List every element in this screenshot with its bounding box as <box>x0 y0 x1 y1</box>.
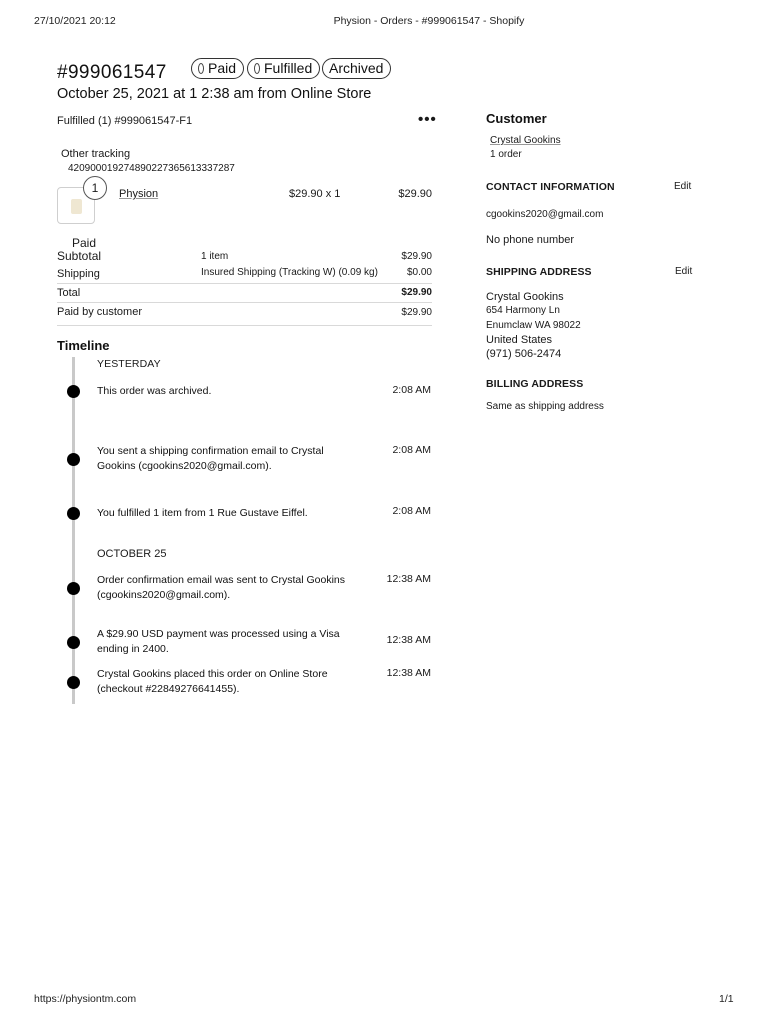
paid-by-customer-amount: $29.90 <box>401 307 432 318</box>
timeline-dot-icon <box>67 636 80 649</box>
order-subtitle: October 25, 2021 at 1 2:38 am from Online Store <box>57 86 372 102</box>
subtotal-amount: $29.90 <box>401 251 432 262</box>
total-label: Total <box>57 287 81 299</box>
print-doc-title: Physion - Orders - #999061547 - Shopify <box>333 15 525 27</box>
shipping-address-line: Enumclaw WA 98022 <box>486 320 581 331</box>
print-page-number: 1/1 <box>719 993 734 1005</box>
timeline-event: A $29.90 USD payment was processed using a Visa ending in 2400. <box>97 628 340 655</box>
timeline-event-time: 2:08 AM <box>392 505 431 517</box>
shipping-address-line: 654 Harmony Ln <box>486 305 560 316</box>
subtotal-label: Subtotal <box>57 249 102 263</box>
timeline-event: Crystal Gookins placed this order on Online Store (checkout #22849276641455). <box>97 668 328 695</box>
shipping-address-line: United States <box>486 334 553 346</box>
customer-phone: No phone number <box>486 234 575 246</box>
contact-information-heading: CONTACT INFORMATION <box>486 181 615 193</box>
timeline-event: You fulfilled 1 item from 1 Rue Gustave Eiffel. <box>97 507 308 519</box>
timeline-rail <box>72 357 75 704</box>
shipping-edit-button[interactable]: Edit <box>675 266 693 277</box>
archived-badge: Archived <box>322 58 391 79</box>
shipping-address-line: (971) 506-2474 <box>486 348 562 360</box>
timeline-dot-icon <box>67 582 80 595</box>
product-name-link[interactable]: Physion <box>119 188 159 200</box>
divider <box>57 325 432 326</box>
timeline-title: Timeline <box>57 338 110 353</box>
status-dot-icon <box>254 63 260 74</box>
timeline-event: This order was archived. <box>97 385 212 397</box>
timeline-event: Order confirmation email was sent to Crystal Gookins (cgookins2020@gmail.com). <box>97 574 346 601</box>
shipping-detail: Insured Shipping (Tracking W) (0.09 kg) <box>201 267 378 278</box>
fulfillment-title: Fulfilled (1) #999061547-F1 <box>57 115 193 127</box>
payment-status: Paid <box>72 236 97 250</box>
timeline-dot-icon <box>67 507 80 520</box>
timeline-dot-icon <box>67 676 80 689</box>
divider <box>57 302 432 303</box>
billing-address-text: Same as shipping address <box>486 401 604 412</box>
total-amount: $29.90 <box>401 287 432 298</box>
shipping-amount: $0.00 <box>406 267 432 278</box>
subtotal-detail: 1 item <box>201 251 229 262</box>
timeline-event-time: 12:38 AM <box>386 573 431 585</box>
fulfilled-badge: Fulfilled <box>247 58 320 79</box>
timeline-dot-icon <box>67 385 80 398</box>
divider <box>57 283 432 284</box>
timeline-event-time: 2:08 AM <box>392 444 431 456</box>
paid-by-customer-label: Paid by customer <box>57 306 142 318</box>
billing-address-heading: BILLING ADDRESS <box>486 378 584 390</box>
timeline-event-time: 12:38 AM <box>386 634 431 646</box>
print-footer-url: https://physiontm.com <box>34 993 137 1005</box>
customer-title: Customer <box>486 111 547 126</box>
timeline-event-time: 2:08 AM <box>392 384 431 396</box>
timeline-group-yesterday: YESTERDAY <box>97 358 161 370</box>
quantity-badge: 1 <box>83 176 107 200</box>
customer-order-count: 1 order <box>490 149 522 160</box>
product-bottle-icon <box>71 199 82 214</box>
more-horizontal-icon[interactable]: ••• <box>418 111 437 128</box>
paid-badge: Paid <box>191 58 244 79</box>
tracking-number[interactable]: 420900019274890227365613337287 <box>68 163 235 174</box>
product-line-total: $29.90 <box>398 188 432 200</box>
tracking-label: Other tracking <box>61 148 131 160</box>
timeline-group-october-25: OCTOBER 25 <box>97 548 167 560</box>
product-unit-price: $29.90 x 1 <box>289 188 341 200</box>
order-number: #999061547 <box>57 62 167 83</box>
shipping-address-line: Crystal Gookins <box>486 291 564 303</box>
shipping-address-heading: SHIPPING ADDRESS <box>486 266 592 278</box>
print-datetime: 27/10/2021 20:12 <box>34 15 116 27</box>
shipping-label: Shipping <box>57 268 100 280</box>
timeline-dot-icon <box>67 453 80 466</box>
contact-edit-button[interactable]: Edit <box>674 181 692 192</box>
customer-email[interactable]: cgookins2020@gmail.com <box>486 209 604 220</box>
status-dot-icon <box>198 63 204 74</box>
timeline-event-time: 12:38 AM <box>386 667 431 679</box>
customer-name-link[interactable]: Crystal Gookins <box>490 135 561 146</box>
timeline-event: You sent a shipping confirmation email to Crystal Gookins (cgookins2020@gmail.com). <box>97 445 324 472</box>
